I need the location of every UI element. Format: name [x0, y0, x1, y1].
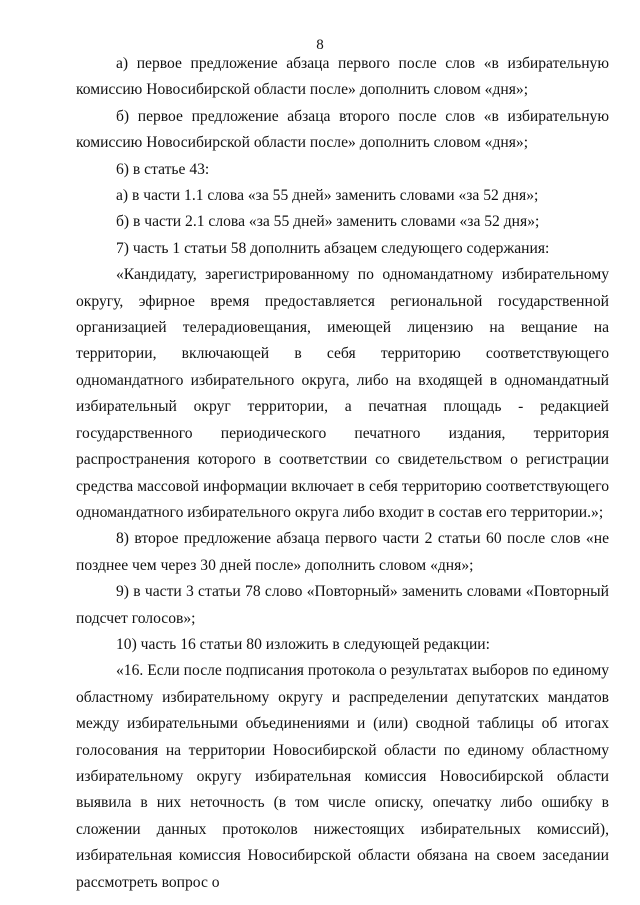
- paragraph-quoted-candidate: «Кандидату, зарегистрированному по одномандатному избирательному округу, эфирное время предоставляется региональной государственной организацией телерадиовещания, имеющей лицензию на вещание на территории, включающей в себя территорию соответствующего одномандатного избирательного округа, либо на входящей в одномандатный избирательный округ территории, а печатная площадь - редакцией государственного периодического печатного издания, территория распространения которого в соответствии со свидетельством о регистрации средства массовой информации включает в себя территорию соответствующего одномандатного избирательного округа либо входит в состав его территории.»;: [76, 266, 609, 521]
- paragraph-a-first: а) первое предложение абзаца первого после слов «в избирательную комиссию Новосибирской области после» дополнить словом «дня»;: [76, 55, 609, 99]
- page-number: 8: [316, 37, 324, 53]
- paragraph-b-second: б) первое предложение абзаца второго после слов «в избирательную комиссию Новосибирской области после» дополнить словом «дня»;: [76, 107, 609, 152]
- paragraph-item-10: 10) часть 16 статьи 80 изложить в следующей редакции:: [116, 635, 490, 653]
- paragraph-item-8: 8) второе предложение абзаца первого части 2 статьи 60 после слов «не позднее чем через 30 дней после» дополнить словом «дня»;: [76, 530, 609, 574]
- document-body: [76, 51, 609, 896]
- paragraph-item-9: 9) в части 3 статьи 78 слово «Повторный» заменить словами «Повторный подсчет голосов»;: [76, 583, 609, 627]
- paragraph-quoted-16: «16. Если после подписания протокола о результатах выборов по единому областному избирательному округу и распределении депутатских мандатов между избирательными объединениями и (или) сводной таблицы об итогах голосования на территории Новосибирской области по единому областному избирательному округу избирательная комиссия Новосибирской области выявила в них неточность (в том числе описку, опечатку либо ошибку в сложении данных протоколов нижестоящих избирательных комиссий), избирательная комиссия Новосибирской области обязана на своем заседании рассмотреть вопрос о: [76, 662, 609, 891]
- paragraph-item-6: 6) в статье 43:: [116, 160, 210, 178]
- paragraph-item-6b: б) в части 2.1 слова «за 55 дней» заменить словами «за 52 дня»;: [116, 213, 540, 231]
- paragraph-item-6a: а) в части 1.1 слова «за 55 дней» заменить словами «за 52 дня»;: [116, 187, 539, 205]
- paragraph-item-7: 7) часть 1 статьи 58 дополнить абзацем следующего содержания:: [116, 239, 550, 257]
